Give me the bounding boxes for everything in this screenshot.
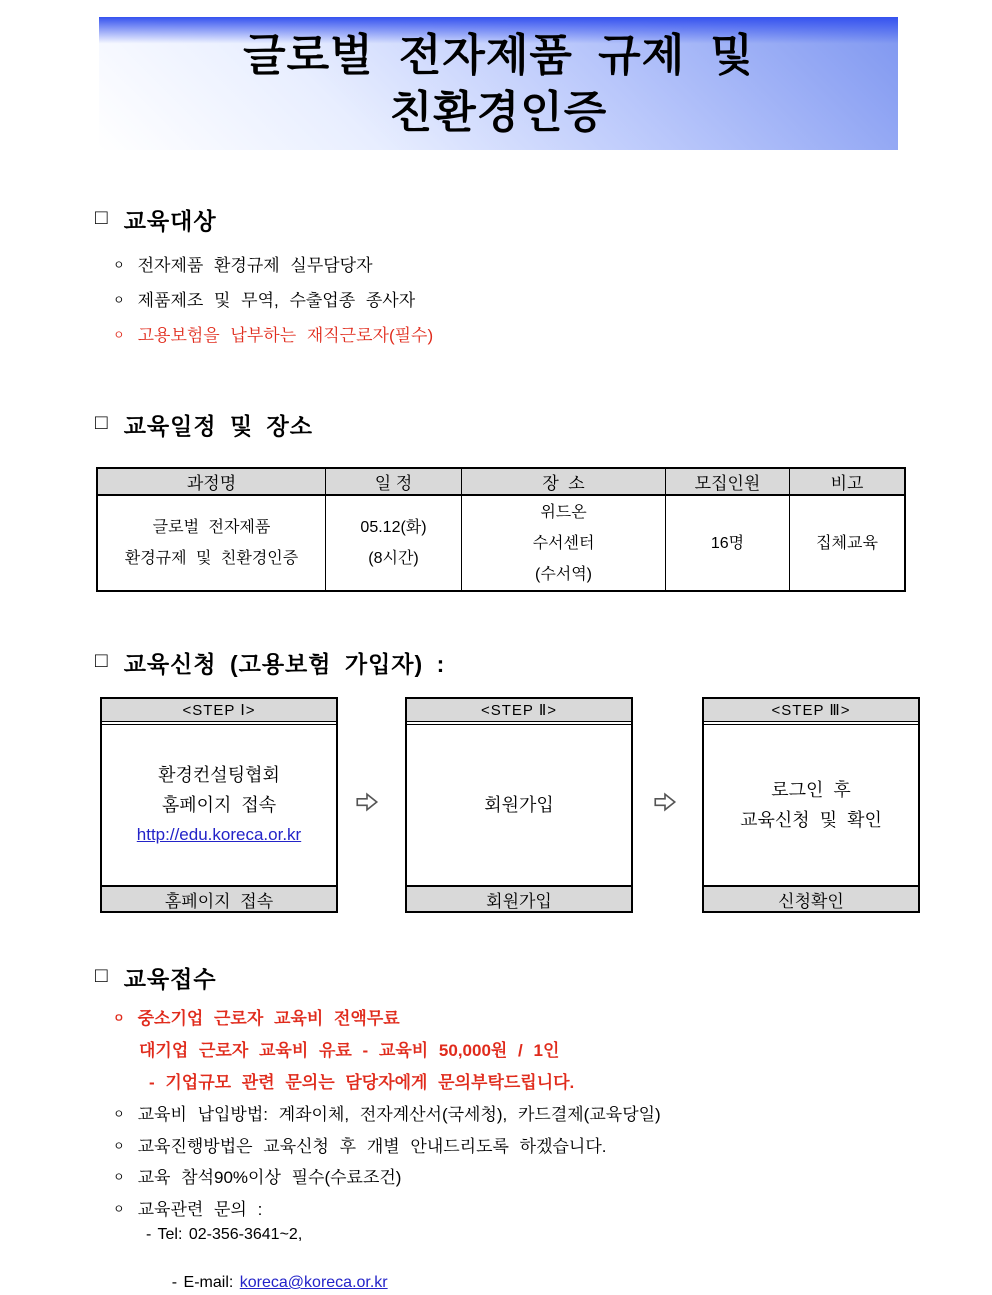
section-heading-target (95, 203, 217, 236)
schedule-table (96, 467, 906, 592)
step-1-footer: 홈페이지 접속 (102, 885, 336, 911)
step-3-footer: 신청확인 (704, 885, 918, 911)
target-item-3 (113, 321, 433, 346)
right-arrow-icon (652, 789, 678, 820)
receipt-item-1 (113, 1100, 661, 1125)
step-box-3 (702, 697, 920, 913)
table-cell-date (326, 496, 462, 590)
table-header-date: 일 정 (326, 469, 462, 496)
receipt-item-2-text: 교육진행방법은 교육신청 후 개별 안내드리도록 하겠습니다. (137, 1137, 607, 1156)
contact-tel: - Tel: 02-356-3641~2, (146, 1226, 303, 1243)
step-3-body (704, 725, 918, 885)
contact-email-prefix: - E-mail: (171, 1274, 240, 1291)
email-link[interactable]: koreca@koreca.or.kr (239, 1274, 388, 1291)
right-arrow-icon (354, 789, 380, 820)
title-banner (99, 17, 898, 150)
course-line-2: 환경규제 및 친환경인증 (124, 550, 299, 567)
bullet-icon: ㅇ (113, 1170, 125, 1184)
table-cell-note: 집체교육 (816, 534, 878, 552)
receipt-red-item-2: 대기업 근로자 교육비 유료 - 교육비 50,000원 / 1인 (139, 1041, 560, 1060)
contact-email-line (146, 1256, 388, 1295)
section-heading-receipt-label: 교육접수 (123, 966, 217, 992)
step-3-title: <STEP Ⅲ> (704, 699, 918, 722)
bullet-icon: ㅇ (113, 258, 125, 272)
bullet-icon: ㅇ (113, 328, 125, 342)
bullet-icon: ㅇ (113, 293, 125, 307)
table-cell-course (98, 496, 326, 590)
bullet-icon: ㅇ (113, 1139, 125, 1153)
target-item-1 (113, 251, 373, 276)
date-line-1: 05.12(화) (360, 519, 427, 536)
target-item-3-text: 고용보험을 납부하는 재직근로자(필수) (137, 326, 434, 345)
section-heading-receipt (95, 961, 217, 994)
square-marker-icon: □ (95, 410, 109, 434)
step-1-title: <STEP Ⅰ> (102, 699, 336, 722)
square-marker-icon: □ (95, 963, 109, 987)
table-header-course: 과정명 (98, 469, 326, 496)
step-1-line-1: 환경컨설팅협회 (158, 765, 280, 785)
target-item-2 (113, 286, 415, 311)
receipt-red-item-1 (113, 1004, 400, 1029)
step-3-line-1: 로그인 후 (771, 780, 851, 800)
place-line-2: 수서센터 (532, 534, 595, 552)
table-cell-capacity: 16명 (666, 496, 790, 590)
course-line-1: 글로벌 전자제품 (152, 519, 271, 536)
table-header-note: 비고 (790, 469, 904, 496)
receipt-item-2 (113, 1132, 606, 1157)
step-2-title: <STEP Ⅱ> (407, 699, 631, 722)
document-title-line1: 글로벌 전자제품 규제 및 (243, 30, 754, 80)
step-3-line-2: 교육신청 및 확인 (740, 810, 882, 830)
bullet-icon: ㅇ (113, 1202, 125, 1216)
section-heading-apply (95, 646, 445, 679)
square-marker-icon: □ (95, 648, 109, 672)
section-heading-schedule-label: 교육일정 및 장소 (123, 413, 313, 439)
receipt-red-item-3: - 기업규모 관련 문의는 담당자에게 문의부탁드립니다. (149, 1073, 575, 1092)
homepage-link[interactable]: http://edu.koreca.or.kr (136, 825, 302, 844)
table-cell-place (462, 496, 666, 590)
bullet-icon: ㅇ (113, 1107, 125, 1121)
receipt-item-4-text: 교육관련 문의 : (137, 1200, 263, 1219)
section-heading-target-label: 교육대상 (123, 208, 217, 234)
step-1-line-2: 홈페이지 접속 (161, 795, 277, 815)
place-line-1: 위드온 (540, 503, 587, 521)
receipt-item-3-text: 교육 참석90%이상 필수(수료조건) (137, 1168, 402, 1187)
target-item-2-text: 제품제조 및 무역, 수출업종 종사자 (137, 291, 416, 310)
target-item-1-text: 전자제품 환경규제 실무담당자 (137, 256, 373, 275)
bullet-icon: ㅇ (113, 1011, 125, 1025)
document-title-line2: 친환경인증 (389, 87, 608, 137)
receipt-red-item-1-text: 중소기업 근로자 교육비 전액무료 (137, 1009, 400, 1028)
section-heading-schedule (95, 408, 313, 441)
table-header-capacity: 모집인원 (666, 469, 790, 496)
square-marker-icon: □ (95, 205, 109, 229)
step-2-body (407, 725, 631, 885)
step-2-line-1: 회원가입 (484, 795, 554, 815)
step-box-1 (100, 697, 338, 913)
step-1-body (102, 725, 336, 885)
step-box-2 (405, 697, 633, 913)
place-line-3: (수서역) (534, 565, 593, 583)
receipt-item-3 (113, 1163, 401, 1188)
receipt-item-4 (113, 1195, 262, 1220)
date-line-2: (8시간) (368, 550, 419, 567)
step-2-footer: 회원가입 (407, 885, 631, 911)
section-heading-apply-label: 교육신청 (고용보험 가입자) : (123, 651, 446, 677)
receipt-item-1-text: 교육비 납입방법: 계좌이체, 전자계산서(국세청), 카드결제(교육당일) (137, 1105, 661, 1124)
table-header-place: 장 소 (462, 469, 666, 496)
